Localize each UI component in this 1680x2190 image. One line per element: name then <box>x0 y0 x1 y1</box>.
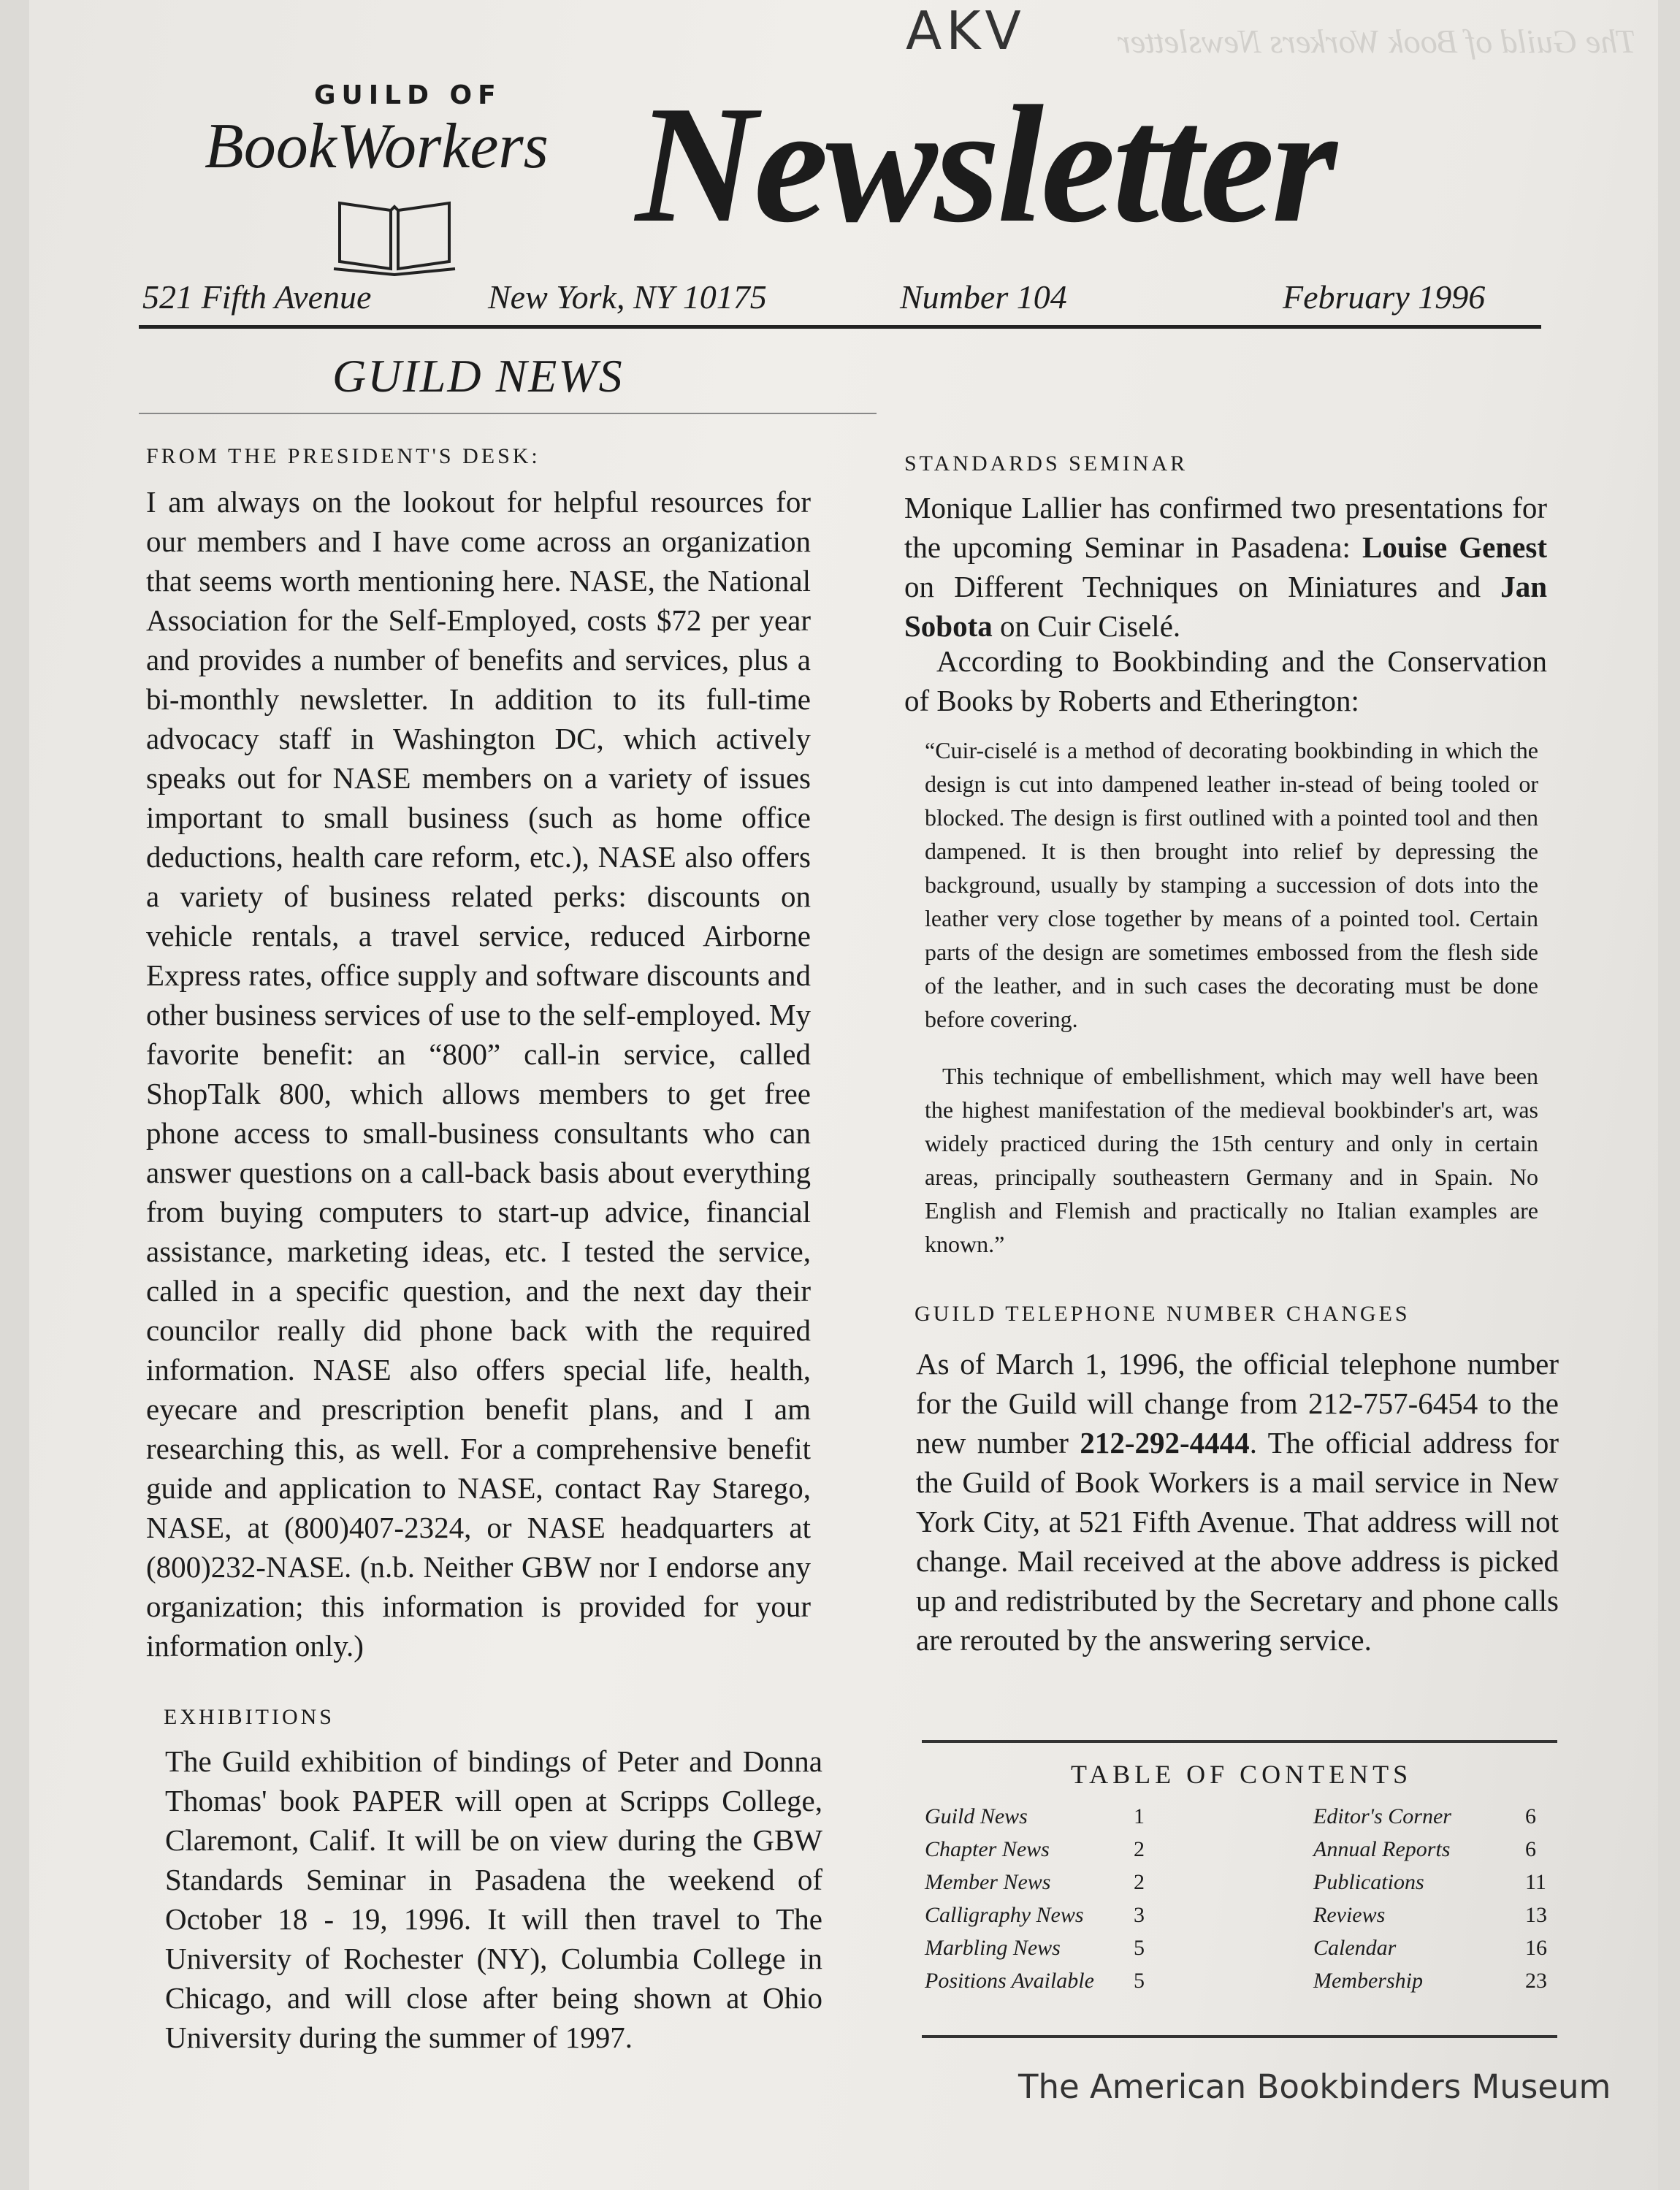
standards-para-2: According to Bookbinding and the Conservation of Books by Roberts and Etherington: <box>904 644 1547 717</box>
standards-text-b: on Different Techniques on Miniatures and <box>904 570 1501 603</box>
standards-text-c: on Cuir Ciselé. <box>992 609 1181 643</box>
presenter-genest: Louise Genest <box>1362 530 1547 564</box>
toc-entry[interactable]: Annual Reports 6 <box>1313 1837 1536 1861</box>
logo-org-top: GUILD OF <box>314 80 502 110</box>
toc-entry[interactable]: Positions Available 5 <box>925 1969 1145 1993</box>
section-rule <box>139 413 877 414</box>
newsletter-title: Newsletter <box>635 71 1335 257</box>
open-book-icon <box>332 188 457 276</box>
museum-watermark: The American Bookbinders Museum <box>1018 2067 1611 2106</box>
telephone-text-b: . The official address for the Guild of Book Workers is a mail service in New York City, at 521 Fifth Avenue. That address will not change. Mail received at the above address is picked up and redistributed by the Secretary and phone calls are rerouted by the answering service. <box>916 1426 1559 1657</box>
issue-number: Number 104 <box>900 278 1067 316</box>
toc-bottom-rule <box>922 2035 1557 2038</box>
president-heading: FROM THE PRESIDENT'S DESK: <box>146 444 541 468</box>
handwritten-mark: AKV <box>906 0 1026 61</box>
logo-org-script: BookWorkers <box>205 111 549 182</box>
toc-entry[interactable]: Reviews 13 <box>1313 1903 1547 1927</box>
new-phone-number: 212-292-4444 <box>1080 1426 1250 1460</box>
guild-logo <box>205 80 584 278</box>
exhibitions-body: The Guild exhibition of bindings of Peter and Donna Thomas' book PAPER will open at Scripps College, Claremont, Calif. It will be on view during the GBW Standards Seminar in Pasadena the weekend of October 18 - 19, 1996. It will then travel to The University of Rochester (NY), Columbia College in Chicago, and will close after being shown at Ohio University during the summer of 1997. <box>165 1744 822 2054</box>
exhibitions-heading: EXHIBITIONS <box>164 1705 335 1729</box>
city-address: New York, NY 10175 <box>488 278 767 316</box>
toc-entry[interactable]: Marbling News 5 <box>925 1936 1145 1960</box>
toc-entry[interactable]: Membership 23 <box>1313 1969 1547 1993</box>
standards-heading: STANDARDS SEMINAR <box>904 451 1188 476</box>
toc-entry[interactable]: Chapter News 2 <box>925 1837 1145 1861</box>
toc-entry[interactable]: Guild News 1 <box>925 1804 1145 1828</box>
toc-right-column <box>1313 1804 1554 2002</box>
street-address: 521 Fifth Avenue <box>142 278 372 316</box>
toc-entry[interactable]: Publications 11 <box>1313 1870 1546 1894</box>
standards-quote-2: This technique of embellishment, which may well have been the highest manifestation of the medieval bookbinder's art, was widely practiced during the 15th century and only in certain areas, principally southeastern Germany and in Spain. No English and Flemish and practically no Italian examples are known.” <box>925 1063 1538 1257</box>
president-body: I am always on the lookout for helpful resources for our members and I have come across an organization that seems worth mentioning here. NASE, the National Association for the Self-Employed, costs $72 per year and provides a number of benefits and services, plus a bi-monthly newsletter. In addition to its full-time advocacy staff in Washington DC, which actively speaks out for NASE members on a variety of issues important to small business (such as home office deductions, health care reform, etc.), NASE also offers a variety of business related perks: discounts on vehicle rentals, a travel service, reduced Airborne Express rates, office supply and software discounts and other business services of use to the self-employed. My favorite benefit: an “800” call-in service, called ShopTalk 800, which allows members to get free phone access to small-business consultants who can answer questions on a call-back basis about everything from buying computers to start-up advice, financial assistance, marketing ideas, etc. I tested the service, called in a specific question, and the next day their councilor really did phone back with the required information. NASE also offers special life, health, eyecare and prescription benefit plans, and I am researching this, as well. For a comprehensive benefit guide and application to NASE, contact Ray Starego, NASE, at (800)407-2324, or NASE headquarters at (800)232-NASE. (n.b. Neither GBW nor I endorse any organization; this information is provided for your information only.) <box>146 485 811 1663</box>
standards-quote-1: “Cuir-ciselé is a method of decorating bookbinding in which the design is cut into dampened leather in-stead of being tooled or blocked. The design is first outlined with a pointed tool and then dampened. It is then brought into relief by depressing the background, usually by stamping a succession of dots into the leather very close together by means of a pointed tool. Certain parts of the design are sometimes embossed from the flesh side of the leather, and in such cases the decorating must be done before covering. <box>925 737 1538 1032</box>
toc-entry[interactable]: Calendar 16 <box>1313 1936 1547 1960</box>
bleed-through-text: The Guild of Book Workers Newsletter <box>1118 23 1636 60</box>
masthead-rule <box>139 325 1541 329</box>
toc-entry[interactable]: Member News 2 <box>925 1870 1145 1894</box>
presenter-sobota: Jan Sobota <box>904 570 1547 643</box>
standards-text-a: Monique Lallier has confirmed two presentations for the upcoming Seminar in Pasadena: <box>904 491 1547 564</box>
telephone-body <box>916 1344 1559 1660</box>
toc-entry[interactable]: Editor's Corner 6 <box>1313 1804 1536 1828</box>
telephone-heading: GUILD TELEPHONE NUMBER CHANGES <box>915 1302 1410 1326</box>
issue-date: February 1996 <box>1283 278 1486 316</box>
telephone-text-a: As of March 1, 1996, the official telephone number for the Guild will change from 212-757-6454 to the new number <box>916 1347 1559 1460</box>
toc-title: TABLE OF CONTENTS <box>1071 1760 1413 1789</box>
toc-left-column <box>925 1804 1151 2002</box>
toc-top-rule <box>922 1740 1557 1743</box>
section-title: GUILD NEWS <box>332 350 624 402</box>
standards-para-1 <box>904 488 1547 646</box>
toc-entry[interactable]: Calligraphy News 3 <box>925 1903 1145 1927</box>
